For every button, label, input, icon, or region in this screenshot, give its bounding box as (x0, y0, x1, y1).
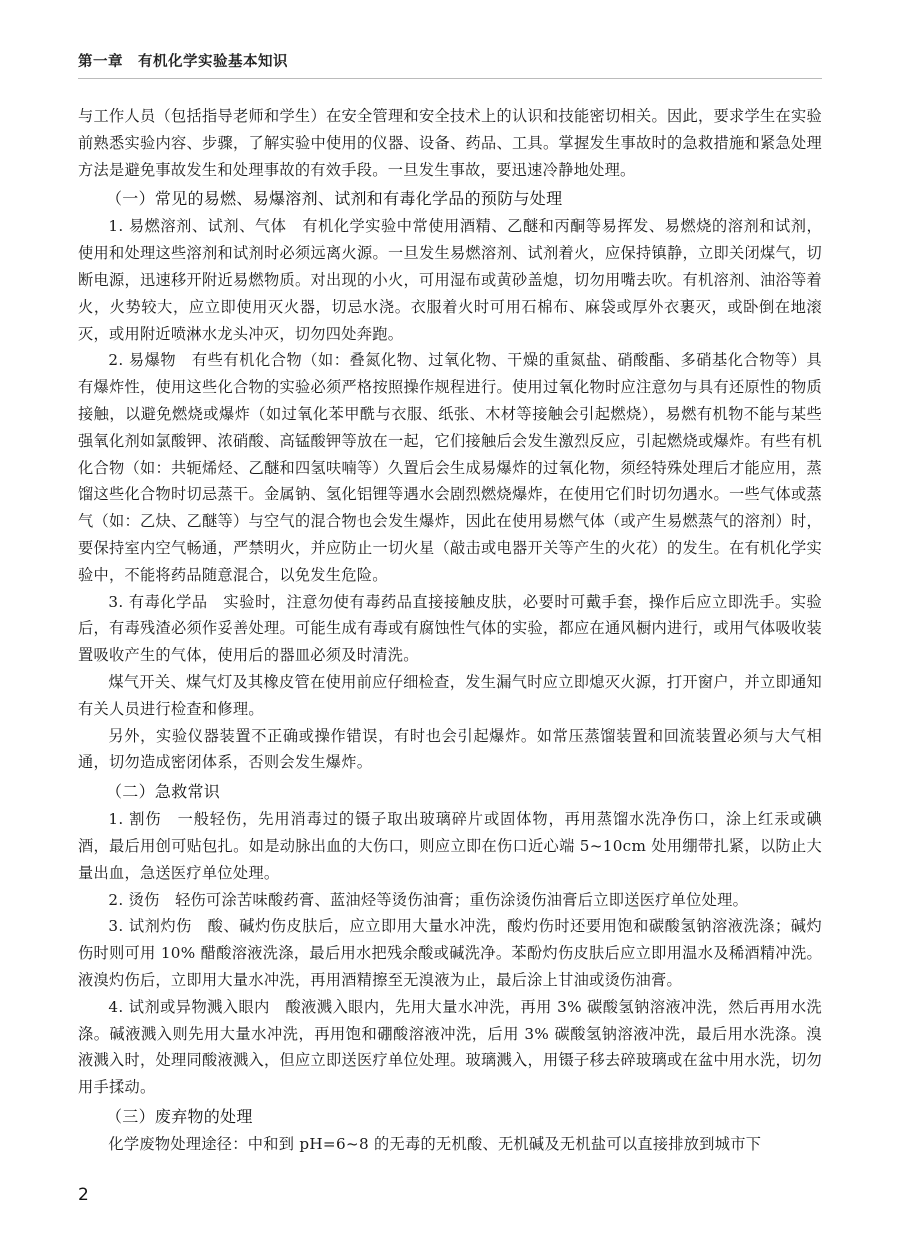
paragraph-eye-splash: 4. 试剂或异物溅入眼内 酸液溅入眼内，先用大量水冲洗，再用 3% 碳酸氢钠溶液冲洗，然后再用水洗涤。碱液溅入则先用大量水冲洗，再用饱和硼酸溶液冲洗，后用 3% 碳酸氢钠溶液冲洗，最后用水洗涤。溴液溅入时，处理同酸液溅入，但应立即送医疗单位处理。玻璃溅入，用镊子移去碎玻璃或在盆中用水洗，切勿用手揉动。 (78, 997, 822, 1097)
paragraph-waste: 化学废物处理途径：中和到 pH=6~8 的无毒的无机酸、无机碱及无机盐可以直接排放到城市下 (108, 1134, 762, 1153)
paragraph-cuts: 1. 割伤 一般轻伤，先用消毒过的镊子取出玻璃碎片或固体物，再用蒸馏水洗净伤口，涂上红汞或碘酒，最后用创可贴包扎。如是动脉出血的大伤口，则应立即在伤口近心端 5~10cm 处用绷带扎紧，以防止大量出血，急送医疗单位处理。 (78, 810, 822, 882)
section-heading-1: （一）常见的易燃、易爆溶剂、试剂和有毒化学品的预防与处理 (106, 189, 563, 209)
paragraph-burns: 2. 烫伤 轻伤可涂苦味酸药膏、蓝油烃等烫伤油膏；重伤涂烫伤油膏后立即送医疗单位处理。 (108, 890, 749, 909)
intro-paragraph: 与工作人员（包括指导老师和学生）在安全管理和安全技术上的认识和技能密切相关。因此，要求学生在实验前熟悉实验内容、步骤，了解实验中使用的仪器、设备、药品、工具。掌握发生事故时的急救措施和紧急处理方法是避免事故发生和处理事故的有效手段。一旦发生事故，要迅速冷静地处理。 (78, 107, 822, 179)
page-number: 2 (78, 1185, 89, 1205)
paragraph-toxic: 3. 有毒化学品 实验时，注意勿使有毒药品直接接触皮肤，必要时可戴手套，操作后应立即洗手。实验后，有毒残渣必须作妥善处理。可能生成有毒或有腐蚀性气体的实验，都应在通风橱内进行，或用气体吸收装置吸收产生的气体，使用后的器皿必须及时清洗。 (78, 592, 822, 665)
paragraph-gas-switch: 煤气开关、煤气灯及其橡皮管在使用前应仔细检查，发生漏气时应立即熄灭火源，打开窗户，并立即通知有关人员进行检查和修理。 (78, 672, 822, 718)
section-heading-2: （二）急救常识 (106, 782, 221, 802)
header-rule (78, 78, 822, 79)
running-header: 第一章 有机化学实验基本知识 (78, 54, 288, 70)
paragraph-apparatus: 另外，实验仪器装置不正确或操作错误，有时也会引起爆炸。如常压蒸馏装置和回流装置必须与大气相通，切勿造成密闭体系，否则会发生爆炸。 (78, 726, 822, 772)
paragraph-explosives: 2. 易爆物 有些有机化合物（如：叠氮化物、过氧化物、干燥的重氮盐、硝酸酯、多硝基化合物等）具有爆炸性，使用这些化合物的实验必须严格按照操作规程进行。使用过氧化物时应注意勿与具有还原性的物质接触，以避免燃烧或爆炸（如过氧化苯甲酰与衣服、纸张、木材等接触会引起燃烧），易燃有机物不能与某些强氧化剂如氯酸钾、浓硝酸、高锰酸钾等放在一起，它们接触后会发生激烈反应，引起燃烧或爆炸。有些有机化合物（如：共轭烯烃、乙醚和四氢呋喃等）久置后会生成易爆炸的过氧化物，须经特殊处理后才能应用，蒸馏这些化合物时切忌蒸干。金属钠、氢化铝锂等遇水会剧烈燃烧爆炸，在使用它们时切勿遇水。一些气体或蒸气（如：乙炔、乙醚等）与空气的混合物也会发生爆炸，因此在使用易燃气体（或产生易燃蒸气的溶剂）时，要保持室内空气畅通，严禁明火，并应防止一切火星（敲击或电器开关等产生的火花）的发生。在有机化学实验中，不能将药品随意混合，以免发生危险。 (78, 351, 822, 584)
paragraph-flammables: 1. 易燃溶剂、试剂、气体 有机化学实验中常使用酒精、乙醚和丙酮等易挥发、易燃烧的溶剂和试剂，使用和处理这些溶剂和试剂时必须远离火源。一旦发生易燃溶剂、试剂着火，应保持镇静，立即关闭煤气，切断电源，迅速移开附近易燃物质。对出现的小火，可用湿布或黄砂盖熄，切勿用嘴去吹。有机溶剂、油浴等着火，火势较大，应立即使用灭火器，切忌水浇。衣服着火时可用石棉布、麻袋或厚外衣裹灭，或卧倒在地滚灭，或用附近喷淋水龙头冲灭，切勿四处奔跑。 (78, 217, 822, 343)
page-body (78, 103, 822, 1158)
section-heading-3: （三）废弃物的处理 (106, 1106, 253, 1126)
paragraph-chemical-burns: 3. 试剂灼伤 酸、碱灼伤皮肤后，应立即用大量水冲洗，酸灼伤时还要用饱和碳酸氢钠溶液洗涤；碱灼伤时则可用 10% 醋酸溶液洗涤，最后用水把残余酸或碱洗净。苯酚灼伤皮肤后应立即用温水及稀酒精冲洗。液溴灼伤后，立即用大量水冲洗，再用酒精擦至无溴液为止，最后涂上甘油或烫伤油膏。 (78, 917, 822, 989)
